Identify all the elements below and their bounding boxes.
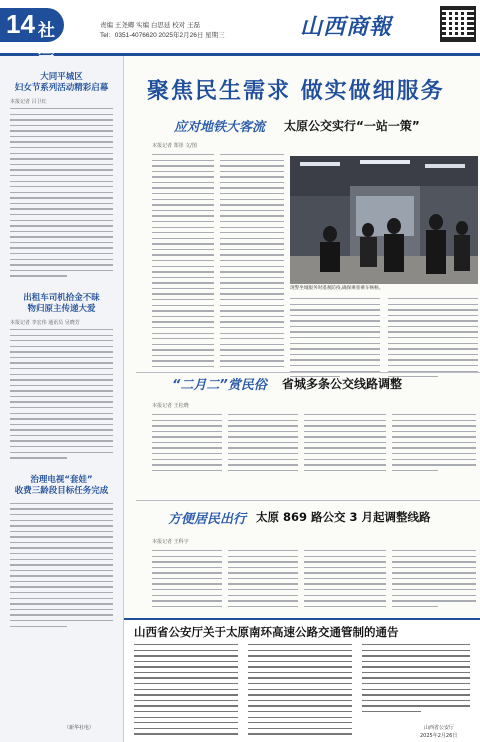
notice-body-col3 xyxy=(362,644,470,717)
story2-body-col4 xyxy=(392,414,476,475)
notice-title: 山西省公安厅关于太原南环高速公路交通管制的通告 xyxy=(134,625,399,639)
photo-caption: 现警坐城服务时遥观防疫,确保乘客乘车畅畅。 xyxy=(290,286,384,291)
story1-author: 本报记者 郑彤 文/图 xyxy=(152,143,197,149)
notice-date: 2025年2月26日 xyxy=(420,733,458,739)
notice-signature: 山西省公安厅 xyxy=(424,725,455,731)
story3-author: 本报记者 王科宇 xyxy=(152,539,189,545)
section-name: 社 xyxy=(38,21,55,41)
subway-station-photo xyxy=(290,156,478,284)
left-story1-author: 本报记者 吕卫红 xyxy=(10,99,47,105)
story1-title: 太原公交实行“一站一策” xyxy=(284,119,420,133)
notice-body-col1 xyxy=(134,644,238,739)
story2-body-col3 xyxy=(304,414,386,475)
story1-kicker: 应对地铁大客流 xyxy=(174,120,266,135)
left-story3-title-line1: 治理电视“套娃” xyxy=(30,474,93,485)
page-number-tab xyxy=(0,8,64,42)
story2-title: 省城多条公交线路调整 xyxy=(282,377,403,391)
left-story2-title-line2: 物归原主传递大爱 xyxy=(27,303,96,314)
story1-body-col1 xyxy=(152,154,214,377)
left-story2-title-line1: 出租车司机拾金不昧 xyxy=(23,292,100,303)
story1-body-col3 xyxy=(290,298,380,382)
left-story1-body xyxy=(10,108,113,277)
story-divider-2 xyxy=(136,500,480,501)
qr-code-icon xyxy=(440,6,476,42)
main-headline: 聚焦民生需求 做实做细服务 xyxy=(147,79,445,104)
page-number: 14 xyxy=(6,9,35,39)
story2-author: 本报记者 王松晓 xyxy=(152,403,189,409)
left-story3-title-line2: 收费三龄段目标任务完成 xyxy=(14,485,109,496)
story2-body-col2 xyxy=(228,414,298,475)
story1-body-col4 xyxy=(388,298,478,382)
story1-body-col2 xyxy=(220,154,284,377)
story-divider-1 xyxy=(136,372,480,373)
police-notice-box xyxy=(124,618,480,742)
left-story3-footer-note: （新华社电） xyxy=(64,725,95,731)
left-story1-title-line2: 妇女节系列活动精彩启幕 xyxy=(14,83,109,93)
story3-body-col4 xyxy=(392,550,476,611)
left-story3-body xyxy=(10,503,113,627)
story3-body-col1 xyxy=(152,550,222,611)
phone-date-line: Tel：0351-4076620 2025年2月26日 星期三 xyxy=(100,32,225,39)
left-story2-author: 本报记者 李宏伟 通讯员 吴晓芳 xyxy=(10,319,80,326)
left-column xyxy=(0,56,124,742)
left-story1-title-line1: 大同平城区 xyxy=(40,72,83,82)
newspaper-logo: 山西商報 xyxy=(300,14,393,40)
story2-body-col1 xyxy=(152,414,222,475)
story3-kicker: 方便居民出行 xyxy=(168,512,247,527)
editor-line: 责编 王尧卿 实编 白思延 校对 王磊 xyxy=(100,22,201,29)
notice-body-col2 xyxy=(248,644,352,739)
story3-body-col3 xyxy=(304,550,386,611)
page-header xyxy=(0,0,480,56)
story2-kicker: “二月二”赏民俗 xyxy=(172,378,267,393)
story3-title: 太原 869 路公交 3 月起调整线路 xyxy=(256,510,431,524)
story3-body-col2 xyxy=(228,550,298,611)
left-story2-body xyxy=(10,329,113,459)
